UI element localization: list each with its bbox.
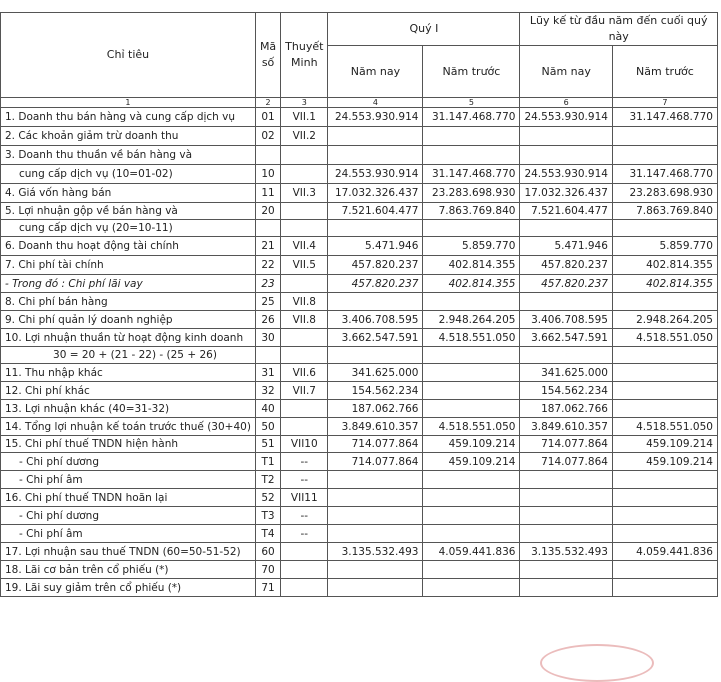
row-label: - Chi phí dương [1, 453, 256, 471]
row-label: 5. Lợi nhuận gộp về bán hàng và [1, 203, 256, 220]
table-row [1, 507, 718, 525]
quarter-last-year-value: 5.859.770 [423, 237, 520, 256]
table-row [1, 489, 718, 507]
row-code: 02 [255, 127, 280, 146]
ytd-this-year-value: 3.662.547.591 [520, 329, 613, 347]
row-note [281, 203, 328, 220]
ytd-last-year-value [612, 471, 717, 489]
ytd-this-year-value [520, 471, 613, 489]
row-label: cung cấp dịch vụ (10=01-02) [1, 165, 256, 184]
row-label: 1. Doanh thu bán hàng và cung cấp dịch vụ [1, 108, 256, 127]
row-label: 2. Các khoản giảm trừ doanh thu [1, 127, 256, 146]
table-row [1, 543, 718, 561]
quarter-this-year-value [328, 220, 423, 237]
ytd-last-year-value [612, 579, 717, 597]
column-index: 7 [612, 98, 717, 108]
quarter-this-year-value: 3.406.708.595 [328, 311, 423, 329]
ytd-this-year-value: 3.849.610.357 [520, 418, 613, 436]
quarter-this-year-value: 5.471.946 [328, 237, 423, 256]
quarter-this-year-value: 341.625.000 [328, 364, 423, 382]
quarter-this-year-value [328, 127, 423, 146]
quarter-this-year-value [328, 525, 423, 543]
table-row [1, 561, 718, 579]
row-code: 22 [255, 256, 280, 275]
quarter-last-year-value: 459.109.214 [423, 453, 520, 471]
row-code: 31 [255, 364, 280, 382]
ytd-last-year-value: 4.059.441.836 [612, 543, 717, 561]
quarter-last-year-value [423, 400, 520, 418]
table-row [1, 184, 718, 203]
ytd-this-year-value [520, 507, 613, 525]
ytd-this-year-value: 24.553.930.914 [520, 165, 613, 184]
ytd-last-year-value [612, 525, 717, 543]
quarter-last-year-value [423, 507, 520, 525]
row-code: 71 [255, 579, 280, 597]
ytd-this-year-value: 187.062.766 [520, 400, 613, 418]
row-label: 13. Lợi nhuận khác (40=31-32) [1, 400, 256, 418]
row-note [281, 400, 328, 418]
quarter-last-year-value: 402.814.355 [423, 275, 520, 293]
column-index: 4 [328, 98, 423, 108]
quarter-last-year-value: 23.283.698.930 [423, 184, 520, 203]
row-code: 51 [255, 436, 280, 453]
row-code: 11 [255, 184, 280, 203]
ytd-last-year-value [612, 489, 717, 507]
row-label: 8. Chi phí bán hàng [1, 293, 256, 311]
row-note: VII.6 [281, 364, 328, 382]
row-label: - Chi phí âm [1, 525, 256, 543]
income-statement-table [0, 12, 718, 597]
quarter-this-year-value: 714.077.864 [328, 436, 423, 453]
row-note: -- [281, 525, 328, 543]
quarter-this-year-value [328, 347, 423, 364]
header-ma-so: Mã số [255, 13, 280, 98]
quarter-this-year-value [328, 471, 423, 489]
row-label: 3. Doanh thu thuần về bán hàng và [1, 146, 256, 165]
header-y-nam-truoc: Năm trước [612, 46, 717, 98]
stamp-mark [540, 644, 654, 682]
table-row [1, 453, 718, 471]
ytd-last-year-value: 31.147.468.770 [612, 108, 717, 127]
quarter-last-year-value: 4.518.551.050 [423, 329, 520, 347]
ytd-last-year-value: 402.814.355 [612, 275, 717, 293]
row-code: 10 [255, 165, 280, 184]
ytd-this-year-value: 24.553.930.914 [520, 108, 613, 127]
row-note: VII.7 [281, 382, 328, 400]
ytd-this-year-value: 714.077.864 [520, 453, 613, 471]
row-note [281, 579, 328, 597]
row-note: -- [281, 507, 328, 525]
row-label: cung cấp dịch vụ (20=10-11) [1, 220, 256, 237]
row-label: 15. Chi phí thuế TNDN hiện hành [1, 436, 256, 453]
header-q-nam-truoc: Năm trước [423, 46, 520, 98]
table-row [1, 579, 718, 597]
ytd-last-year-value: 402.814.355 [612, 256, 717, 275]
row-note: VII.5 [281, 256, 328, 275]
quarter-this-year-value [328, 146, 423, 165]
row-label: 4. Giá vốn hàng bán [1, 184, 256, 203]
quarter-this-year-value: 3.135.532.493 [328, 543, 423, 561]
quarter-this-year-value [328, 561, 423, 579]
row-note: VII.3 [281, 184, 328, 203]
quarter-this-year-value: 24.553.930.914 [328, 108, 423, 127]
row-label: 11. Thu nhập khác [1, 364, 256, 382]
quarter-last-year-value [423, 471, 520, 489]
table-row [1, 237, 718, 256]
row-label: 10. Lợi nhuận thuần từ hoạt động kinh doanh [1, 329, 256, 347]
row-code: 23 [255, 275, 280, 293]
ytd-this-year-value: 5.471.946 [520, 237, 613, 256]
row-code: 20 [255, 203, 280, 220]
row-note [281, 275, 328, 293]
quarter-this-year-value: 7.521.604.477 [328, 203, 423, 220]
row-note [281, 561, 328, 579]
quarter-last-year-value [423, 382, 520, 400]
ytd-this-year-value [520, 220, 613, 237]
ytd-last-year-value [612, 507, 717, 525]
ytd-this-year-value: 341.625.000 [520, 364, 613, 382]
row-label: 17. Lợi nhuận sau thuế TNDN (60=50-51-52) [1, 543, 256, 561]
row-label: 16. Chi phí thuế TNDN hoãn lại [1, 489, 256, 507]
header-y-nam-nay: Năm nay [520, 46, 613, 98]
ytd-last-year-value: 459.109.214 [612, 436, 717, 453]
row-note [281, 146, 328, 165]
row-label: 6. Doanh thu hoạt động tài chính [1, 237, 256, 256]
row-note: VII.8 [281, 293, 328, 311]
quarter-this-year-value [328, 507, 423, 525]
column-index: 2 [255, 98, 280, 108]
ytd-last-year-value: 7.863.769.840 [612, 203, 717, 220]
ytd-last-year-value [612, 146, 717, 165]
row-code: 32 [255, 382, 280, 400]
quarter-last-year-value [423, 220, 520, 237]
column-index: 6 [520, 98, 613, 108]
quarter-last-year-value [423, 489, 520, 507]
quarter-last-year-value: 4.518.551.050 [423, 418, 520, 436]
header-quy-1: Quý I [328, 13, 520, 46]
quarter-last-year-value: 2.948.264.205 [423, 311, 520, 329]
row-label: 7. Chi phí tài chính [1, 256, 256, 275]
quarter-last-year-value: 459.109.214 [423, 436, 520, 453]
ytd-last-year-value [612, 561, 717, 579]
header-luy-ke: Lũy kế từ đầu năm đến cuối quý này [520, 13, 718, 46]
ytd-this-year-value: 17.032.326.437 [520, 184, 613, 203]
ytd-this-year-value [520, 561, 613, 579]
quarter-last-year-value [423, 146, 520, 165]
ytd-this-year-value: 714.077.864 [520, 436, 613, 453]
quarter-last-year-value: 4.059.441.836 [423, 543, 520, 561]
table-row [1, 418, 718, 436]
row-code: 40 [255, 400, 280, 418]
ytd-this-year-value: 3.135.532.493 [520, 543, 613, 561]
row-label: 19. Lãi suy giảm trên cổ phiếu (*) [1, 579, 256, 597]
column-index: 5 [423, 98, 520, 108]
row-code: T4 [255, 525, 280, 543]
quarter-last-year-value: 7.863.769.840 [423, 203, 520, 220]
ytd-last-year-value: 23.283.698.930 [612, 184, 717, 203]
header-q-nam-nay: Năm nay [328, 46, 423, 98]
quarter-last-year-value: 31.147.468.770 [423, 165, 520, 184]
ytd-last-year-value [612, 347, 717, 364]
table-row [1, 364, 718, 382]
row-code: T3 [255, 507, 280, 525]
quarter-last-year-value: 31.147.468.770 [423, 108, 520, 127]
row-note [281, 543, 328, 561]
ytd-last-year-value [612, 382, 717, 400]
table-row [1, 220, 718, 237]
table-row [1, 329, 718, 347]
row-label: 9. Chi phí quản lý doanh nghiệp [1, 311, 256, 329]
quarter-last-year-value: 402.814.355 [423, 256, 520, 275]
ytd-last-year-value: 4.518.551.050 [612, 329, 717, 347]
table-row [1, 146, 718, 165]
table-row [1, 311, 718, 329]
row-note [281, 165, 328, 184]
ytd-this-year-value: 457.820.237 [520, 275, 613, 293]
ytd-last-year-value [612, 127, 717, 146]
ytd-this-year-value: 3.406.708.595 [520, 311, 613, 329]
table-row [1, 256, 718, 275]
quarter-this-year-value: 457.820.237 [328, 256, 423, 275]
ytd-last-year-value: 459.109.214 [612, 453, 717, 471]
quarter-this-year-value: 24.553.930.914 [328, 165, 423, 184]
row-note [281, 220, 328, 237]
row-code: 50 [255, 418, 280, 436]
quarter-last-year-value [423, 561, 520, 579]
row-code: 52 [255, 489, 280, 507]
ytd-this-year-value [520, 489, 613, 507]
row-note [281, 347, 328, 364]
table-row [1, 127, 718, 146]
row-note: VII.2 [281, 127, 328, 146]
table-row [1, 203, 718, 220]
table-row [1, 108, 718, 127]
ytd-last-year-value: 2.948.264.205 [612, 311, 717, 329]
column-index: 1 [1, 98, 256, 108]
row-label: - Chi phí dương [1, 507, 256, 525]
row-code: 70 [255, 561, 280, 579]
row-note: -- [281, 471, 328, 489]
ytd-this-year-value [520, 525, 613, 543]
row-label: 18. Lãi cơ bản trên cổ phiếu (*) [1, 561, 256, 579]
quarter-this-year-value: 3.662.547.591 [328, 329, 423, 347]
ytd-this-year-value [520, 127, 613, 146]
quarter-this-year-value: 457.820.237 [328, 275, 423, 293]
row-code [255, 220, 280, 237]
ytd-last-year-value: 5.859.770 [612, 237, 717, 256]
ytd-this-year-value [520, 146, 613, 165]
quarter-last-year-value [423, 127, 520, 146]
row-note: VII.8 [281, 311, 328, 329]
row-code: 26 [255, 311, 280, 329]
row-code: T1 [255, 453, 280, 471]
header-thuyet-minh: Thuyết Minh [281, 13, 328, 98]
quarter-this-year-value: 17.032.326.437 [328, 184, 423, 203]
quarter-last-year-value [423, 364, 520, 382]
ytd-this-year-value: 154.562.234 [520, 382, 613, 400]
table-row [1, 471, 718, 489]
table-row [1, 400, 718, 418]
row-note: VII11 [281, 489, 328, 507]
ytd-last-year-value [612, 400, 717, 418]
ytd-this-year-value [520, 579, 613, 597]
table-row [1, 525, 718, 543]
row-note: VII10 [281, 436, 328, 453]
quarter-this-year-value: 154.562.234 [328, 382, 423, 400]
row-note: -- [281, 453, 328, 471]
row-label: 30 = 20 + (21 - 22) - (25 + 26) [1, 347, 256, 364]
table-row [1, 382, 718, 400]
row-code [255, 146, 280, 165]
ytd-last-year-value [612, 220, 717, 237]
row-label: - Trong đó : Chi phí lãi vay [1, 275, 256, 293]
quarter-last-year-value [423, 347, 520, 364]
table-row [1, 165, 718, 184]
row-label: 12. Chi phí khác [1, 382, 256, 400]
ytd-this-year-value: 457.820.237 [520, 256, 613, 275]
quarter-this-year-value: 187.062.766 [328, 400, 423, 418]
row-code: 30 [255, 329, 280, 347]
ytd-this-year-value: 7.521.604.477 [520, 203, 613, 220]
table-row [1, 347, 718, 364]
ytd-this-year-value [520, 293, 613, 311]
ytd-last-year-value [612, 364, 717, 382]
table-row [1, 275, 718, 293]
row-code: 25 [255, 293, 280, 311]
header-chi-tieu: Chỉ tiêu [1, 13, 256, 98]
ytd-last-year-value [612, 293, 717, 311]
row-code: 60 [255, 543, 280, 561]
quarter-this-year-value [328, 293, 423, 311]
table-row [1, 436, 718, 453]
row-label: - Chi phí âm [1, 471, 256, 489]
ytd-last-year-value: 4.518.551.050 [612, 418, 717, 436]
table-row [1, 293, 718, 311]
quarter-this-year-value: 714.077.864 [328, 453, 423, 471]
row-note: VII.1 [281, 108, 328, 127]
row-code [255, 347, 280, 364]
quarter-last-year-value [423, 525, 520, 543]
column-index: 3 [281, 98, 328, 108]
row-code: T2 [255, 471, 280, 489]
ytd-last-year-value: 31.147.468.770 [612, 165, 717, 184]
row-code: 01 [255, 108, 280, 127]
row-note [281, 418, 328, 436]
ytd-this-year-value [520, 347, 613, 364]
quarter-this-year-value [328, 489, 423, 507]
row-code: 21 [255, 237, 280, 256]
row-note: VII.4 [281, 237, 328, 256]
quarter-this-year-value [328, 579, 423, 597]
row-label: 14. Tổng lợi nhuận kế toán trước thuế (30+40) [1, 418, 256, 436]
row-note [281, 329, 328, 347]
quarter-this-year-value: 3.849.610.357 [328, 418, 423, 436]
quarter-last-year-value [423, 293, 520, 311]
quarter-last-year-value [423, 579, 520, 597]
